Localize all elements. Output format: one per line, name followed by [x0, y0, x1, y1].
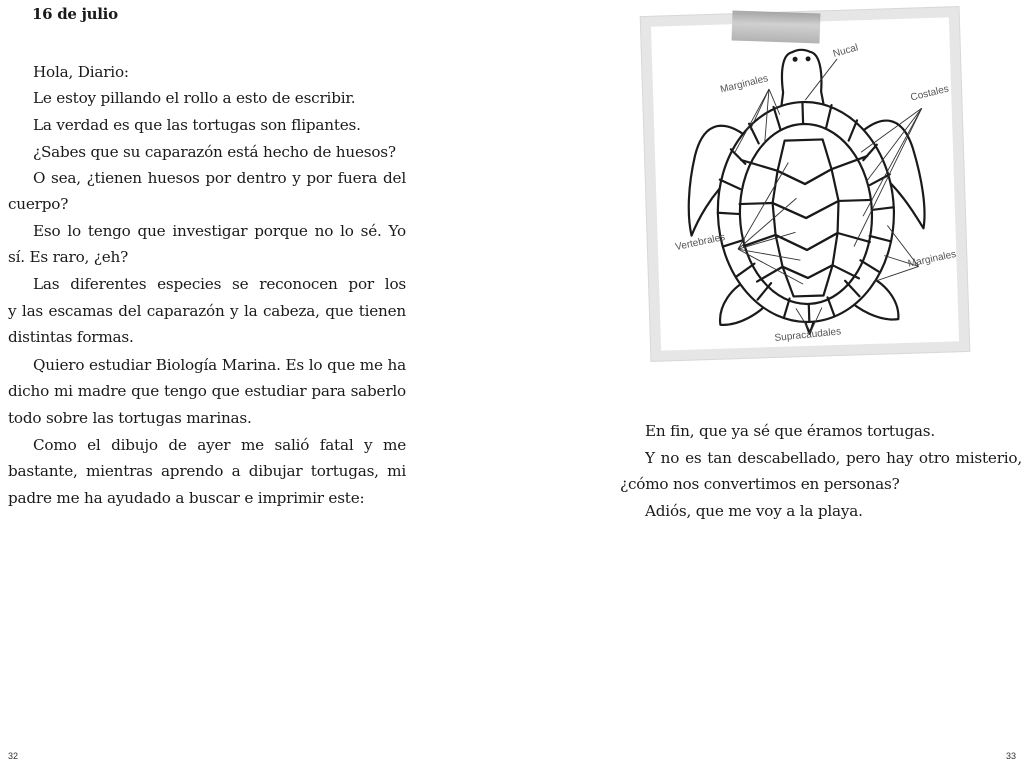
text-line: Hola, Diario: — [33, 63, 129, 81]
text-line: Como el dibujo de ayer me salió fatal y me — [33, 436, 406, 454]
text-line: distintas formas. — [8, 328, 134, 346]
text-line: La verdad es que las tortugas son flipantes. — [33, 116, 361, 134]
label-nucal: Nucal — [831, 42, 860, 60]
text-line: Le estoy pillando el rollo a esto de escribir. — [33, 89, 356, 107]
text-line: Eso lo tengo que investigar porque no lo sé. Yo — [33, 222, 406, 240]
text-line: todo sobre las tortugas marinas. — [8, 409, 252, 427]
text-line: O sea, ¿tienen huesos por dentro y por fuera del — [33, 169, 406, 187]
text-line: padre me ha ayudado a buscar e imprimir este: — [8, 489, 365, 507]
tape-strip — [732, 10, 821, 43]
label-costales: Costales — [909, 83, 950, 104]
label-marginales-top: Marginales — [719, 73, 770, 96]
text-line: dicho mi madre que tengo que estudiar para saberlo — [8, 382, 406, 400]
text-line: sí. Es raro, ¿eh? — [8, 248, 129, 266]
text-line: ¿cómo nos convertimos en personas? — [620, 475, 900, 493]
label-marginales-bottom: Marginales — [907, 248, 958, 270]
text-line: Y no es tan descabellado, pero hay otro misterio, — [645, 449, 1022, 467]
diary-date: 16 de julio — [32, 5, 118, 23]
page-number: 32 — [8, 751, 19, 761]
text-line: Quiero estudiar Biología Marina. Es lo que me ha — [33, 356, 406, 374]
turtle-diagram-photo — [641, 7, 970, 361]
text-line: Adiós, que me voy a la playa. — [645, 502, 863, 520]
text-line: En fin, que ya sé que éramos tortugas. — [645, 422, 935, 440]
text-line: y las escamas del caparazón y la cabeza, que tienen — [8, 302, 406, 320]
text-line: cuerpo? — [8, 195, 69, 213]
photo-paper — [651, 17, 959, 350]
right-page — [512, 0, 1024, 768]
text-line: bastante, mientras aprendo a dibujar tortugas, mi — [8, 462, 406, 480]
page-number: 33 — [1005, 751, 1016, 761]
label-supracaudales: Supracaudales — [774, 326, 842, 345]
text-line: Las diferentes especies se reconocen por los — [33, 275, 406, 293]
turtle-shell-diagram — [651, 17, 959, 350]
text-line: ¿Sabes que su caparazón está hecho de huesos? — [33, 143, 396, 161]
label-vertebrales: Vertebrales — [674, 231, 727, 254]
